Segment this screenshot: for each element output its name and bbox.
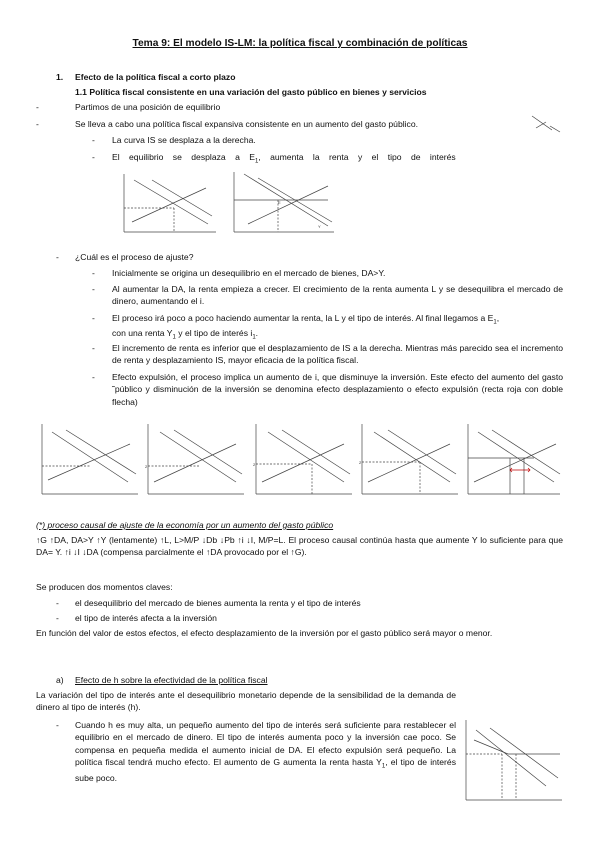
bullet: - — [56, 598, 59, 608]
moments-conclusion: En función del valor de estos efectos, el efecto desplazamiento de la inversión por el gasto público será mayor o menor. — [36, 628, 493, 638]
paragraph: Inicialmente se origina un desequilibrio en el mercado de bienes, DA>Y. — [112, 268, 386, 278]
subsection-heading: 1.1 Política fiscal consistente en una variación del gasto público en bienes y servicios — [75, 87, 427, 97]
is-lm-graph — [112, 170, 222, 240]
bullet: - — [92, 343, 95, 353]
bullet: - — [56, 252, 59, 262]
adjustment-graph-2 — [144, 422, 246, 498]
is-lm-graph-small — [532, 112, 562, 140]
section-a-item: Cuando h es muy alta, un pequeño aumento del tipo de interés será suficiente para restablecer el equilibrio en el mercado de dinero. El tipo de interés aumenta poco y la inversión cae poco. Se compensa en pequeña medida el aumento inicial de DA. El efecto expulsión será pequeño. La política fiscal tendrá mucho efecto. El aumento de G aumenta la renta hasta $Y_1$, el tipo de interés sube poco. — [75, 720, 456, 783]
bullet: - — [92, 372, 95, 382]
adjustment-graph-5 — [464, 422, 564, 498]
page-title: Tema 9: El modelo IS-LM: la política fiscal y combinación de políticas — [132, 38, 468, 49]
bullet: - — [56, 613, 59, 623]
paragraph: Efecto expulsión, el proceso implica un aumento de i, que disminuye la inversión. Este efecto del aumento del gasto ˜público y disminución de la inversión se denomina efecto desplazamiento o efecto expulsión (recta roja con doble flecha) — [112, 372, 563, 407]
list-item: el tipo de interés afecta a la inversión — [75, 613, 217, 623]
paragraph: El incremento de renta es inferior que el desplazamiento de IS a la derecha. Mientras más parecido sea el incremento de renta y desplazamiento IS, mayor eficacia de la política fiscal. — [112, 343, 563, 366]
adjustment-graph-4 — [358, 422, 460, 498]
list-item: el desequilibrio del mercado de bienes aumenta la renta y el tipo de interés — [75, 598, 361, 608]
section-number: 1. — [56, 72, 64, 82]
is-lm-graph — [228, 170, 338, 240]
svg-text:Y: Y — [318, 224, 321, 229]
causal-text: ↑G ↑DA, DA>Y ↑Y (lentamente) ↑L, L>M/P ↓Db ↓Pb ↑i ↓I, M/P=L. El proceso causal continúa hasta que aumente Y lo suficiente para que DA= Y. ↑i ↓I ↓DA (compensa parcialmente el ↑DA provocado por el ↑G). — [36, 535, 563, 558]
section-a-heading: Efecto de h sobre la efectividad de la política fiscal — [75, 675, 268, 685]
bullet: - — [36, 119, 39, 129]
section-a-label: a) — [56, 675, 64, 685]
list-item: La curva IS se desplaza a la derecha. — [112, 135, 256, 145]
bullet: - — [92, 284, 95, 294]
section-a-text: La variación del tipo de interés ante el desequilibrio monetario depende de la sensibilidad de la demanda de dinero al tipo de interés (h). — [36, 690, 456, 713]
section-heading: Efecto de la política fiscal a corto plazo — [75, 72, 236, 82]
bullet: - — [56, 720, 59, 730]
svg-text:2: 2 — [253, 462, 256, 467]
h-effect-graph — [462, 716, 566, 806]
paragraph: El proceso irá poco a poco haciendo aumentar la renta, la L y el tipo de interés. Al final llegamos a $E_1$, con una renta $Y_1$ y el tipo de interés $i_1$. — [112, 313, 500, 342]
list-item: Partimos de una posición de equilibrio — [75, 102, 221, 112]
adjustment-graph-3 — [252, 422, 354, 498]
moments-intro: Se producen dos momentos claves: — [36, 582, 173, 592]
question: ¿Cuál es el proceso de ajuste? — [75, 252, 194, 262]
bullet: - — [92, 135, 95, 145]
bullet: - — [92, 268, 95, 278]
causal-heading: (*) proceso causal de ajuste de la economía por un aumento del gasto público — [36, 520, 334, 530]
svg-text:E: E — [278, 200, 281, 205]
svg-text:2: 2 — [145, 464, 148, 469]
list-item: El equilibrio se desplaza a $E_1$, aumenta la renta y el tipo de interés — [112, 152, 456, 165]
bullet: - — [92, 152, 95, 162]
adjustment-graph-1 — [38, 422, 140, 498]
bullet: - — [92, 313, 95, 323]
paragraph: Al aumentar la DA, la renta empieza a crecer. El crecimiento de la renta aumenta L y se desequilibra el mercado de dinero, aumentando el i. — [112, 284, 563, 307]
list-item: Se lleva a cabo una política fiscal expansiva consistente en un aumento del gasto público. — [75, 119, 419, 129]
bullet: - — [36, 102, 39, 112]
svg-text:2: 2 — [359, 460, 362, 465]
